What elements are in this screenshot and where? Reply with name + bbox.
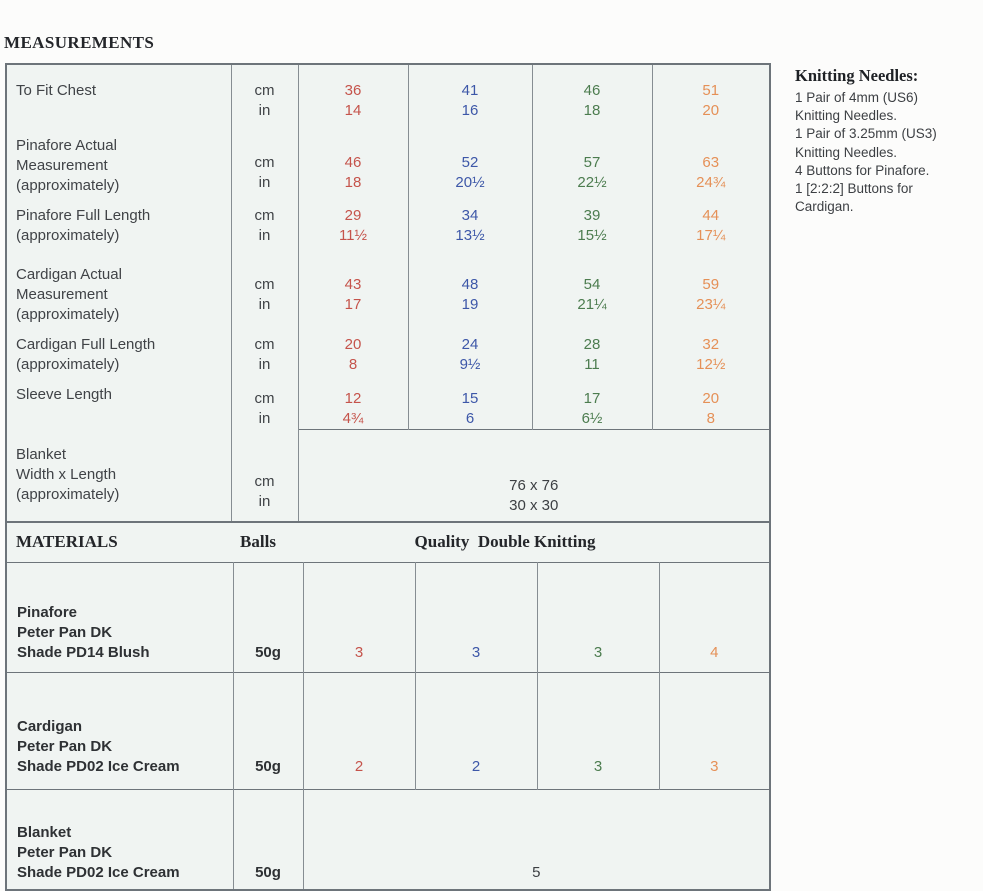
measurement-row [7,332,769,380]
page-title: MEASUREMENTS [4,33,155,52]
note-line: 1 [2:2:2] Buttons for [795,181,913,197]
size-value-cell: 12 4¾ [298,380,408,430]
ball-count-cell: 3 [537,562,659,672]
unit-cell: cm in [231,130,298,201]
size-value-cell: 59 23¼ [652,257,769,332]
measurement-row [7,380,769,430]
size-value-cell: 57 22½ [532,130,652,201]
unit-cell: cm in [231,65,298,130]
measurement-label: Pinafore Actual Measurement (approximately) [16,137,120,194]
size-value-cell: 36 14 [298,65,408,130]
ball-count-cell: 4 [659,562,769,672]
measurement-label: Pinafore Full Length (approximately) [16,207,151,244]
size-value-cell: 39 15½ [532,201,652,257]
size-value-cell: 17 6½ [532,380,652,430]
measurement-row [7,201,769,257]
ball-weight: 50g [233,562,303,672]
measurement-row [7,65,769,130]
size-value-cell: 52 20½ [408,130,532,201]
knitting-needles-note [795,66,983,216]
pattern-table [5,63,771,891]
quality-header: Quality Double Knitting [414,531,596,551]
note-line: Knitting Needles. [795,108,898,124]
size-value-cell: 46 18 [298,130,408,201]
size-value-cell: 44 17¼ [652,201,769,257]
unit-cell: cm in [231,257,298,332]
note-line: 1 Pair of 4mm (US6) [795,90,919,105]
ball-count-cell: 3 [415,562,537,672]
note-line: Cardigan. [795,199,854,215]
size-value-cell: 20 8 [298,332,408,380]
material-row-blanket [7,789,769,889]
notes-title: Knitting Needles: [795,66,919,85]
ball-count-cell: 2 [415,672,537,789]
material-row [7,562,769,672]
blanket-size-cell: 76 x 76 30 x 30 [298,430,769,521]
size-value-cell: 34 13½ [408,201,532,257]
measurement-label: Sleeve Length [16,386,112,403]
measurement-label: Cardigan Actual Measurement (approximately) [16,265,122,323]
note-line: 4 Buttons for Pinafore. [795,162,930,178]
unit-cell: cm in [231,332,298,380]
size-value-cell: 29 11½ [298,201,408,257]
materials-title: MATERIALS [16,531,118,551]
measurement-label: Cardigan Full Length (approximately) [16,336,156,373]
size-value-cell: 20 8 [652,380,769,430]
measurement-label: Blanket Width x Length (approximately) [16,446,120,503]
ball-count-cell: 3 [537,672,659,789]
note-line: 1 Pair of 3.25mm (US3) [795,126,937,142]
material-label: Cardigan Peter Pan DK Shade PD02 Ice Cream [17,717,180,775]
size-value-cell: 46 18 [532,65,652,130]
ball-weight: 50g [233,789,303,889]
material-label: Blanket Peter Pan DK Shade PD02 Ice Cream [17,823,180,881]
size-value-cell: 28 11 [532,332,652,380]
materials-header-row [7,522,769,563]
measurements-table [7,65,769,521]
ball-count-cell: 3 [303,562,415,672]
size-value-cell: 32 12½ [652,332,769,380]
material-label: Pinafore Peter Pan DK Shade PD14 Blush [17,603,150,661]
unit-cell: cm in [231,380,298,430]
ball-weight: 50g [233,672,303,789]
measurement-label: To Fit Chest [16,82,97,99]
ball-count-cell: 3 [659,672,769,789]
size-value-cell: 41 16 [408,65,532,130]
ball-count-cell: 2 [303,672,415,789]
material-row [7,672,769,789]
materials-table [7,521,769,889]
size-value-cell: 54 21¼ [532,257,652,332]
size-value-cell: 48 19 [408,257,532,332]
size-value-cell: 15 6 [408,380,532,430]
size-value-cell: 51 20 [652,65,769,130]
measurement-row [7,130,769,201]
balls-header: Balls [240,531,276,551]
note-line: Knitting Needles. [795,144,898,160]
measurement-row [7,257,769,332]
unit-cell: cm in [231,201,298,257]
blanket-ball-count-cell: 5 [303,789,769,889]
size-value-cell: 63 24¾ [652,130,769,201]
unit-cell: cm in [231,430,298,521]
measurement-row-blanket [7,430,769,521]
size-value-cell: 24 9½ [408,332,532,380]
size-value-cell: 43 17 [298,257,408,332]
